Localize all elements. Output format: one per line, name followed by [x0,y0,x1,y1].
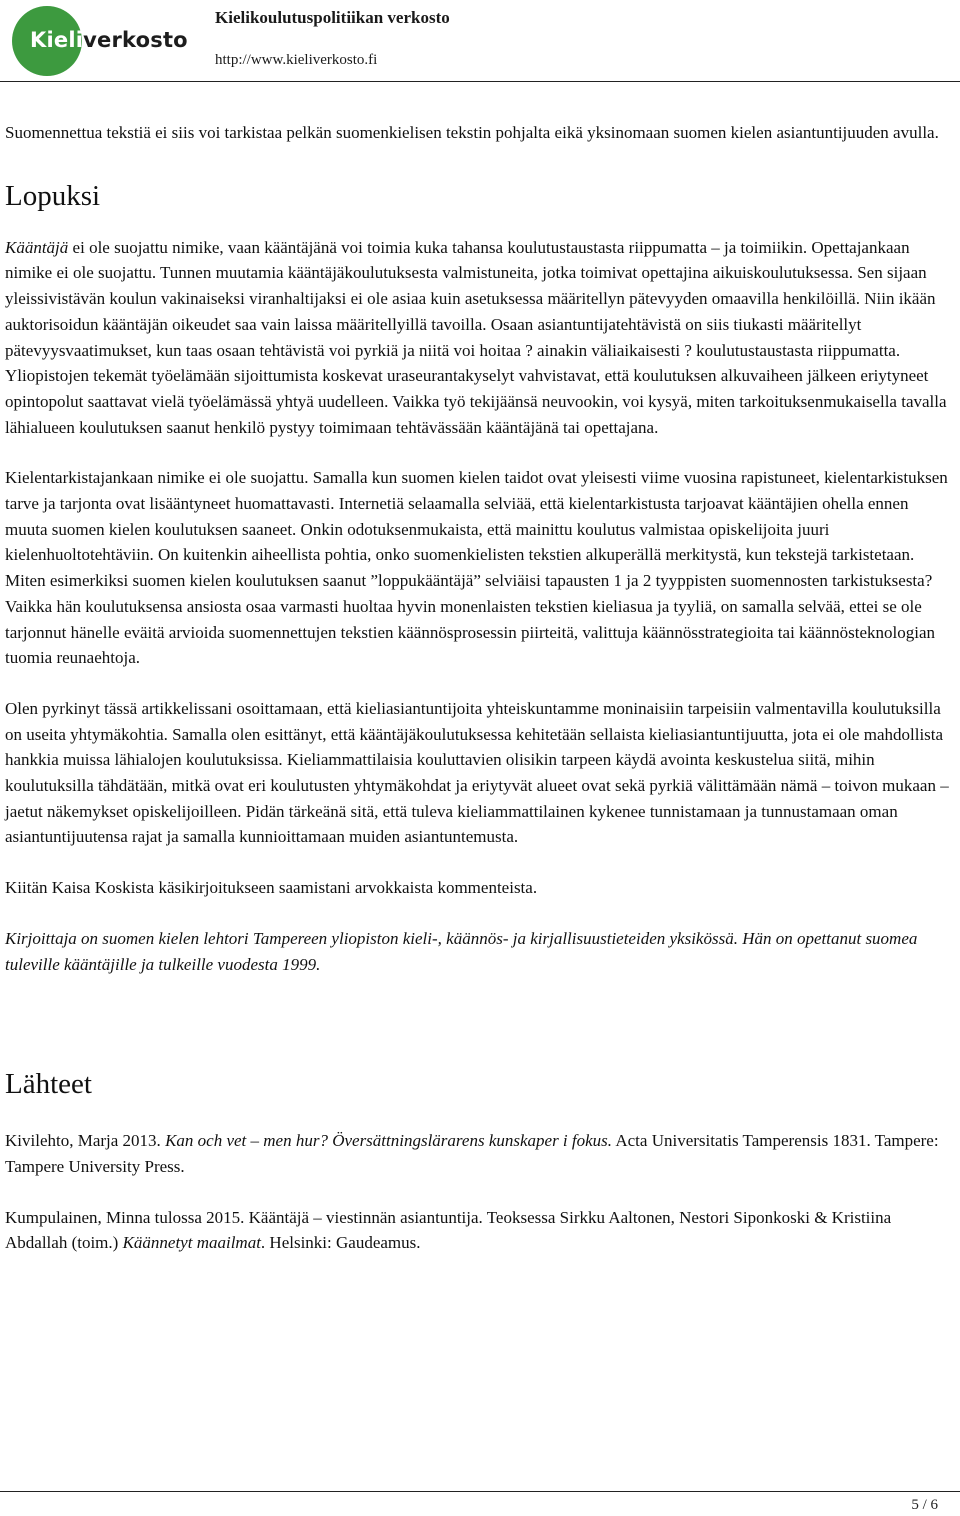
author-note: Kirjoittaja on suomen kielen lehtori Tampereen yliopiston kieli-, käännös- ja kirjallisuustieteiden yksikössä. Hän on opettanut suomea tuleville kääntäjille ja tulkeille vuodesta 1999. [5,928,918,974]
heading-lopuksi: Lopuksi [5,179,101,212]
logo-text [30,28,188,52]
ref1-author: Kivilehto, Marja 2013. [5,1131,166,1151]
page-header [0,0,960,82]
paragraph-1-text: ei ole suojattu nimike, vaan kääntäjänä voi toimia kuka tahansa koulutustaustasta riippumatta – ja toimiikin. Opettajankaan nimike ei ole suojattu. Tunnen muutamia kääntäjäkoulutuksesta valmistuneita, jotka toimivat opettajina aikuiskoulutuksessa. Sen sijaan yleissivistävän koulun vakinaiseksi viranhaltijaksi ei ole asiaa kuin asetuksessa määritellyn pätevyyden omaavilla henkilöillä. Niin ikään auktorisoidun kääntäjän oikeudet saa vain laissa määritellyillä tavoilla. Osaan asiantuntijatehtävistä on siis tiukasti määritellyt pätevyysvaatimukset, kun taas osaan tehtävistä voi pyrkiä ja niitä voi hoitaa ? ainakin väliaikaisesti ? koulutustaustasta riippumatta. Yliopistojen tekemät työelämään sijoittumista koskevat uraseurantakyselyt vahvistavat, että koulutuksen alkuvaiheen jälkeen eriytyneet opintopolut saattavat vielä työelämässä yhtyä uudelleen. Vaikka työ tekijäänsä neuvookin, voi kysyä, miten tarkoituksenmukaisella tavalla lähialueen koulutuksen saanut henkilö pystyy toimimaan tehtävässään kääntäjänä tai opettajana. [5,237,947,437]
header-divider [0,81,960,82]
footer-divider [0,1491,960,1492]
logo-part1: Kieli [30,28,84,52]
ref2-author: Kumpulainen, Minna tulossa 2015. Kääntäjä – viestinnän asiantuntija. Teoksessa Sirkku Aaltonen, Nestori Siponkoski & Kristiina Abdallah (toim.) [5,1207,892,1253]
page-number: 5 / 6 [911,1497,938,1513]
article-body [5,120,950,1281]
acknowledgement: Kiitän Kaisa Koskista käsikirjoitukseen saamistani arvokkaista kommenteista. [5,878,538,898]
paragraph-2: Kielentarkistajankaan nimike ei ole suojattu. Samalla kun suomen kielen taidot ovat yleisesti viime vuosina rapistuneet, kielentarkistuksen tarve ja tarjonta ovat lisääntyneet huomattavasti. Internetiä selaamalla selviää, että kielentarkistusta tarjoavat kääntäjien ohella ennen muuta suomen kielen koulutuksen saaneet. Onkin odotuksenmukaista, että mainittu koulutus valmistaa opiskelijoita juuri kielenhuoltotehtäviin. On kuitenkin aiheellista pohtia, onko suomenkielisten tekstien alkuperällä merkitystä, kun tekstejä tarkistetaan. Miten esimerkiksi suomen kielen koulutuksen saanut ”loppukääntäjä” selviäisi tapausten 1 ja 2 tyyppisten suomennosten tarkistuksesta? Vaikka hän koulutuksensa ansiosta osaa varmasti huoltaa hyvin monenlaisten tekstien kieliasua ja tyyliä, on samalla selvää, ettei se ole tarjonnut hänelle eväitä arvioida suomennettujen tekstien käännösprosessin piirteitä, valittuja käännösstrategioita tai käännösteknologian tuomia reunaehtoja. [5,468,948,668]
heading-lahteet: Lähteet [5,1068,92,1101]
logo-part2: verkosto [83,28,188,52]
site-title: Kielikoulutuspolitiikan verkosto [215,8,450,27]
intro-paragraph: Suomennettua tekstiä ei siis voi tarkistaa pelkän suomenkielisen tekstin pohjalta eikä yksinomaan suomen kielen asiantuntijuuden avulla. [5,123,939,142]
reference-2 [5,1205,950,1256]
ref1-publisher: Acta Universitatis Tamperensis 1831. Tampere: Tampere University Press. [5,1131,939,1176]
ref1-title: Kan och vet – men hur? Översättningslärarens kunskaper i fokus. [165,1131,613,1151]
ref2-title: Käännetyt maailmat [122,1233,261,1253]
ref2-publisher: . Helsinki: Gaudeamus. [260,1233,421,1253]
paragraph-1 [5,235,950,441]
paragraph-3: Olen pyrkinyt tässä artikkelissani osoittamaan, että kieliasiantuntijoita yhteiskuntamme moninaisiin tarpeisiin valmentavilla koulutuksilla on useita yhtymäkohtia. Samalla olen esittänyt, että kääntäjäkoulutuksessa kehitetään sellaista kieliasiantuntijuutta, jota ei ole mahdollista hankkia muissa lähialojen koulutuksissa. Kieliammattilaisia kouluttavien olisikin tarpeen käydä avointa keskustelua siitä, mihin koulutuksilla tähdätään, mitkä ovat eri koulutusten yhtymäkohdat ja eriytyvät alueet ovat sekä pyrkiä välittämään nämä – toivon mukaan – jaetut näkemykset opiskelijoilleen. Pidän tärkeänä sitä, että tuleva kieliammattilainen kykenee tunnistamaan ja tunnustamaan oman asiantuntijuutensa rajat ja samalla kunnioittamaan muiden asiantuntemusta. [5,698,949,847]
reference-1 [5,1128,950,1179]
term-kaantaja: Kääntäjä [5,237,69,257]
site-url[interactable]: http://www.kieliverkosto.fi [215,52,378,68]
